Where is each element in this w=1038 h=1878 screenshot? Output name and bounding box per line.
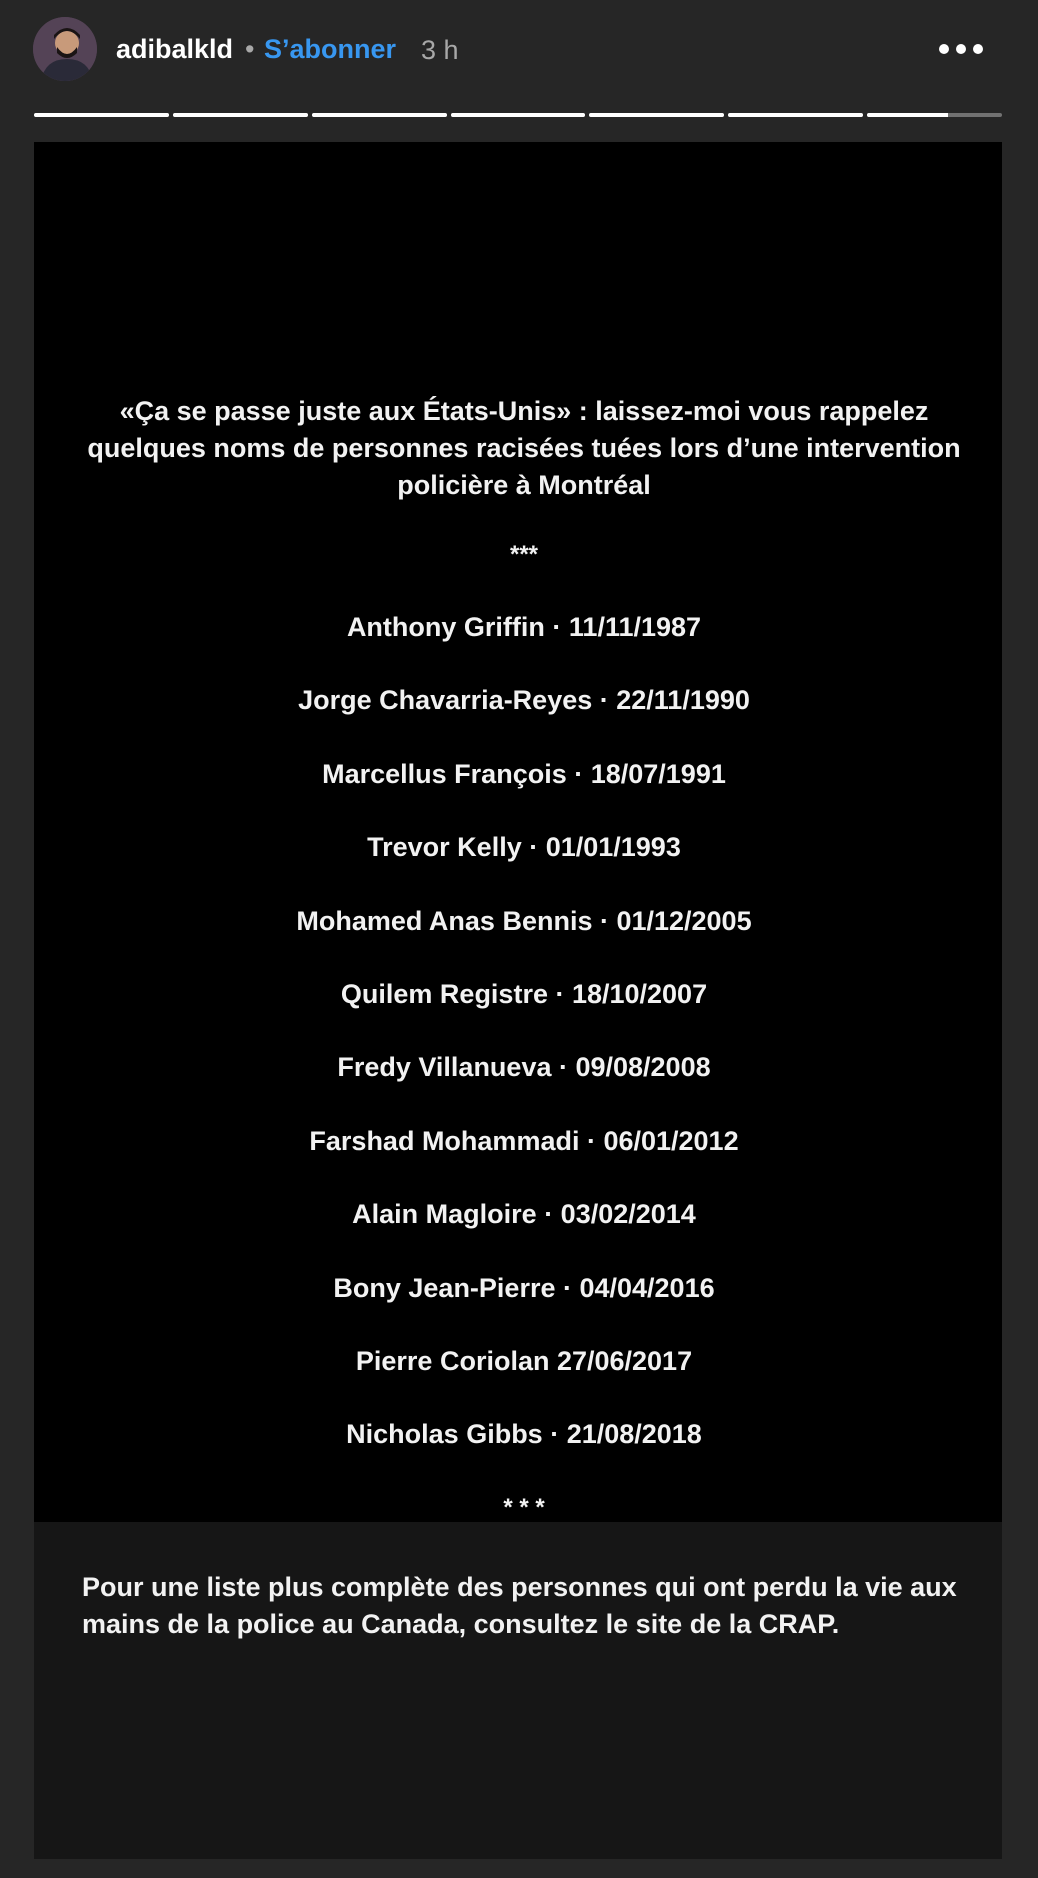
progress-segment xyxy=(867,113,1002,117)
story-content[interactable] xyxy=(34,142,1002,1859)
follow-button[interactable]: S’abonner xyxy=(264,34,397,64)
progress-segment xyxy=(589,113,724,117)
victims-list xyxy=(68,609,980,1490)
separator-stars-top: *** xyxy=(509,541,539,568)
progress-segment xyxy=(173,113,308,117)
story-progress-bar xyxy=(34,113,1002,117)
progress-segment xyxy=(728,113,863,117)
story-intro-text: «Ça se passe juste aux États-Unis» : laissez-moi vous rappelez quelques noms de personnes racisées tuées lors d’une intervention policière à Montréal xyxy=(87,396,961,500)
progress-segment-fill xyxy=(728,113,863,117)
separator-stars-bottom: * * * xyxy=(503,1494,545,1521)
list-item: Jorge Chavarria-Reyes · 22/11/1990 xyxy=(298,685,750,716)
list-item: Anthony Griffin · 11/11/1987 xyxy=(346,612,702,642)
progress-segment-fill xyxy=(34,113,169,117)
progress-segment-fill xyxy=(173,113,308,117)
list-item: Mohamed Anas Bennis · 01/12/2005 xyxy=(296,905,752,936)
list-item: Nicholas Gibbs · 21/08/2018 xyxy=(346,1419,702,1450)
progress-segment-fill xyxy=(589,113,724,117)
progress-segment-fill xyxy=(867,113,948,117)
list-item: Fredy Villanueva · 09/08/2008 xyxy=(337,1052,711,1083)
list-item: Marcellus François · 18/07/1991 xyxy=(322,758,726,789)
progress-segment xyxy=(34,113,169,117)
separator-dot: • xyxy=(245,34,255,64)
more-dot xyxy=(939,44,949,54)
more-options-icon[interactable] xyxy=(936,34,986,64)
story-text-card xyxy=(68,347,980,1639)
progress-segment xyxy=(451,113,586,117)
list-item: Pierre Coriolan 27/06/2017 xyxy=(355,1345,693,1376)
progress-segment-fill xyxy=(451,113,586,117)
avatar-image xyxy=(33,17,97,81)
more-dot xyxy=(956,44,966,54)
story-top-area xyxy=(34,142,1002,347)
list-item: Bony Jean-Pierre · 04/04/2016 xyxy=(333,1272,715,1303)
list-item: Farshad Mohammadi · 06/01/2012 xyxy=(309,1125,739,1156)
list-item: Alain Magloire · 03/02/2014 xyxy=(352,1199,696,1230)
timestamp: 3 h xyxy=(421,35,459,65)
avatar[interactable] xyxy=(33,17,97,81)
progress-segment-fill xyxy=(312,113,447,117)
list-item: Trevor Kelly · 01/01/1993 xyxy=(367,832,681,863)
progress-segment xyxy=(312,113,447,117)
username[interactable]: adibalkld xyxy=(116,34,234,64)
more-dot xyxy=(973,44,983,54)
list-item: Quilem Registre · 18/10/2007 xyxy=(340,978,708,1009)
story-header xyxy=(0,0,1038,100)
story-outro-text: Pour une liste plus complète des personnes qui ont perdu la vie aux mains de la police au Canada, consultez le site de la CRAP. xyxy=(82,1572,957,1639)
